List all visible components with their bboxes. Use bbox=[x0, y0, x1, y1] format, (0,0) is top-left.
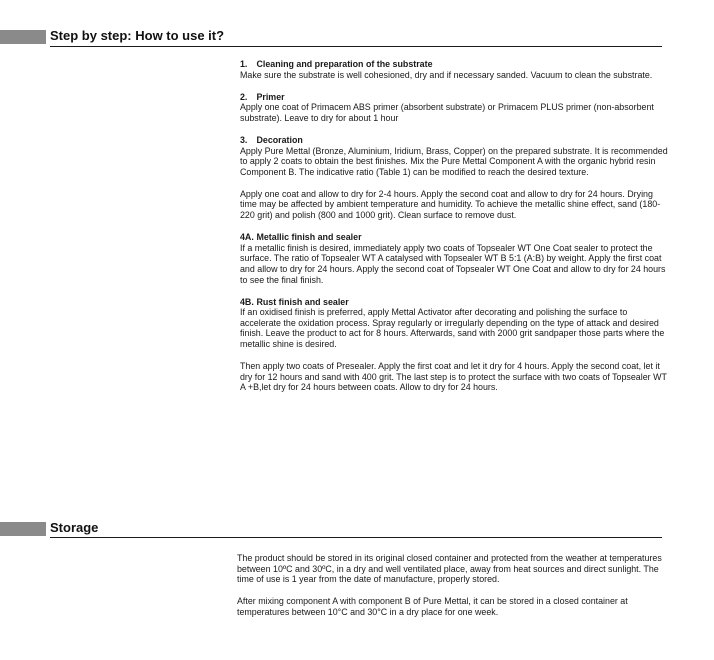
step-heading-text: Decoration bbox=[256, 134, 303, 145]
step-number: 2. bbox=[240, 91, 248, 102]
step-heading bbox=[240, 232, 668, 243]
step-body: If a metallic finish is desired, immediately apply two coats of Topsealer WT One Coat sealer to protect the surface. The ratio of Topsealer WT A catalysed with Topsealer WT B 5:1 (A:B) by weight. Apply the first coat and allow to dry for 24 hours. Apply the second coat of Topsealer WT One Coat and allow to dry for 24 hours to see the final finish. bbox=[240, 242, 666, 285]
section-title-how-to-use: Step by step: How to use it? bbox=[50, 28, 225, 43]
storage-paragraph: After mixing component A with component B of Pure Mettal, it can be stored in a closed container at temperatures between 10°C and 30°C in a dry place for one week. bbox=[237, 596, 628, 617]
step-number: 1. bbox=[240, 59, 248, 69]
step-heading-text: Primer bbox=[256, 91, 285, 102]
step-body: Apply Pure Mettal (Bronze, Aluminium, Iridium, Brass, Copper) on the prepared substrate. It is recommended to apply 2 coats to obtain the best finishes. Mix the Pure Mettal Component A with the organic hybrid resin Component B. The indicative ratio (Table 1) can be modified to reach the desired texture. bbox=[240, 145, 668, 177]
step-heading-text: Cleaning and preparation of the substrate bbox=[256, 59, 433, 69]
step-heading-text: Metallic finish and sealer bbox=[256, 232, 362, 243]
step-body: Apply one coat of Primacem ABS primer (absorbent substrate) or Primacem PLUS primer (non-absorbent substrate). Leave to dry for about 1 hour bbox=[240, 102, 654, 123]
step-body: Apply one coat and allow to dry for 2-4 hours. Apply the second coat and allow to dry for 24 hours. Drying time may be affected by ambient temperature and humidity. To achieve the metallic shine effect, sand (180-220 grit) and polish (800 and 1000 grit). Clean surface to remove dust. bbox=[240, 188, 661, 221]
step-block bbox=[240, 232, 668, 285]
step-block bbox=[240, 135, 668, 177]
step-number: 3. bbox=[240, 134, 248, 145]
step-block bbox=[240, 297, 668, 350]
step-block bbox=[240, 59, 668, 80]
step-heading bbox=[240, 92, 668, 103]
storage-paragraph: The product should be stored in its original closed container and protected from the weather at temperatures between 10ºC and 30ºC, in a dry and well ventilated place, away from heat sources and direct sunlight. The time of use is 1 year from the date of manufacture, properly stored. bbox=[237, 553, 662, 585]
step-heading-text: Rust finish and sealer bbox=[256, 296, 349, 307]
step-body: Then apply two coats of Presealer. Apply the first coat and let it dry for 4 hours. Apply the second coat, let it dry for 12 hours and sand with 400 grit. The last step is to protect the surface with two coats of Topsealer WT A +B,let dry for 24 hours between coats. Allow to dry for 24 hours. bbox=[240, 361, 667, 393]
section-title-storage: Storage bbox=[50, 520, 99, 535]
step-body: Make sure the substrate is well cohesioned, dry and if necessary sanded. Vacuum to clean the substrate. bbox=[240, 69, 653, 80]
step-block bbox=[240, 92, 668, 124]
step-body: If an oxidised finish is preferred, apply Mettal Activator after decorating and polishing the surface to accelerate the oxidation process. Spray regularly or irregularly depending on the type of attack and desired finish. Leave the product to act for 8 hours. Afterwards, sand with 2000 grit sandpaper those parts where the metallic shine is desired. bbox=[240, 307, 665, 349]
step-number: 4A. bbox=[240, 232, 254, 243]
section-divider bbox=[50, 46, 662, 47]
step-heading bbox=[240, 59, 668, 70]
section-divider bbox=[50, 537, 662, 538]
step-block bbox=[240, 189, 668, 221]
storage-content bbox=[237, 553, 662, 617]
step-number: 4B. bbox=[240, 296, 254, 307]
step-heading bbox=[240, 297, 668, 308]
section-marker bbox=[0, 522, 46, 536]
steps-content bbox=[240, 59, 668, 393]
step-heading bbox=[240, 135, 668, 146]
section-marker bbox=[0, 30, 46, 44]
step-block bbox=[240, 361, 668, 393]
